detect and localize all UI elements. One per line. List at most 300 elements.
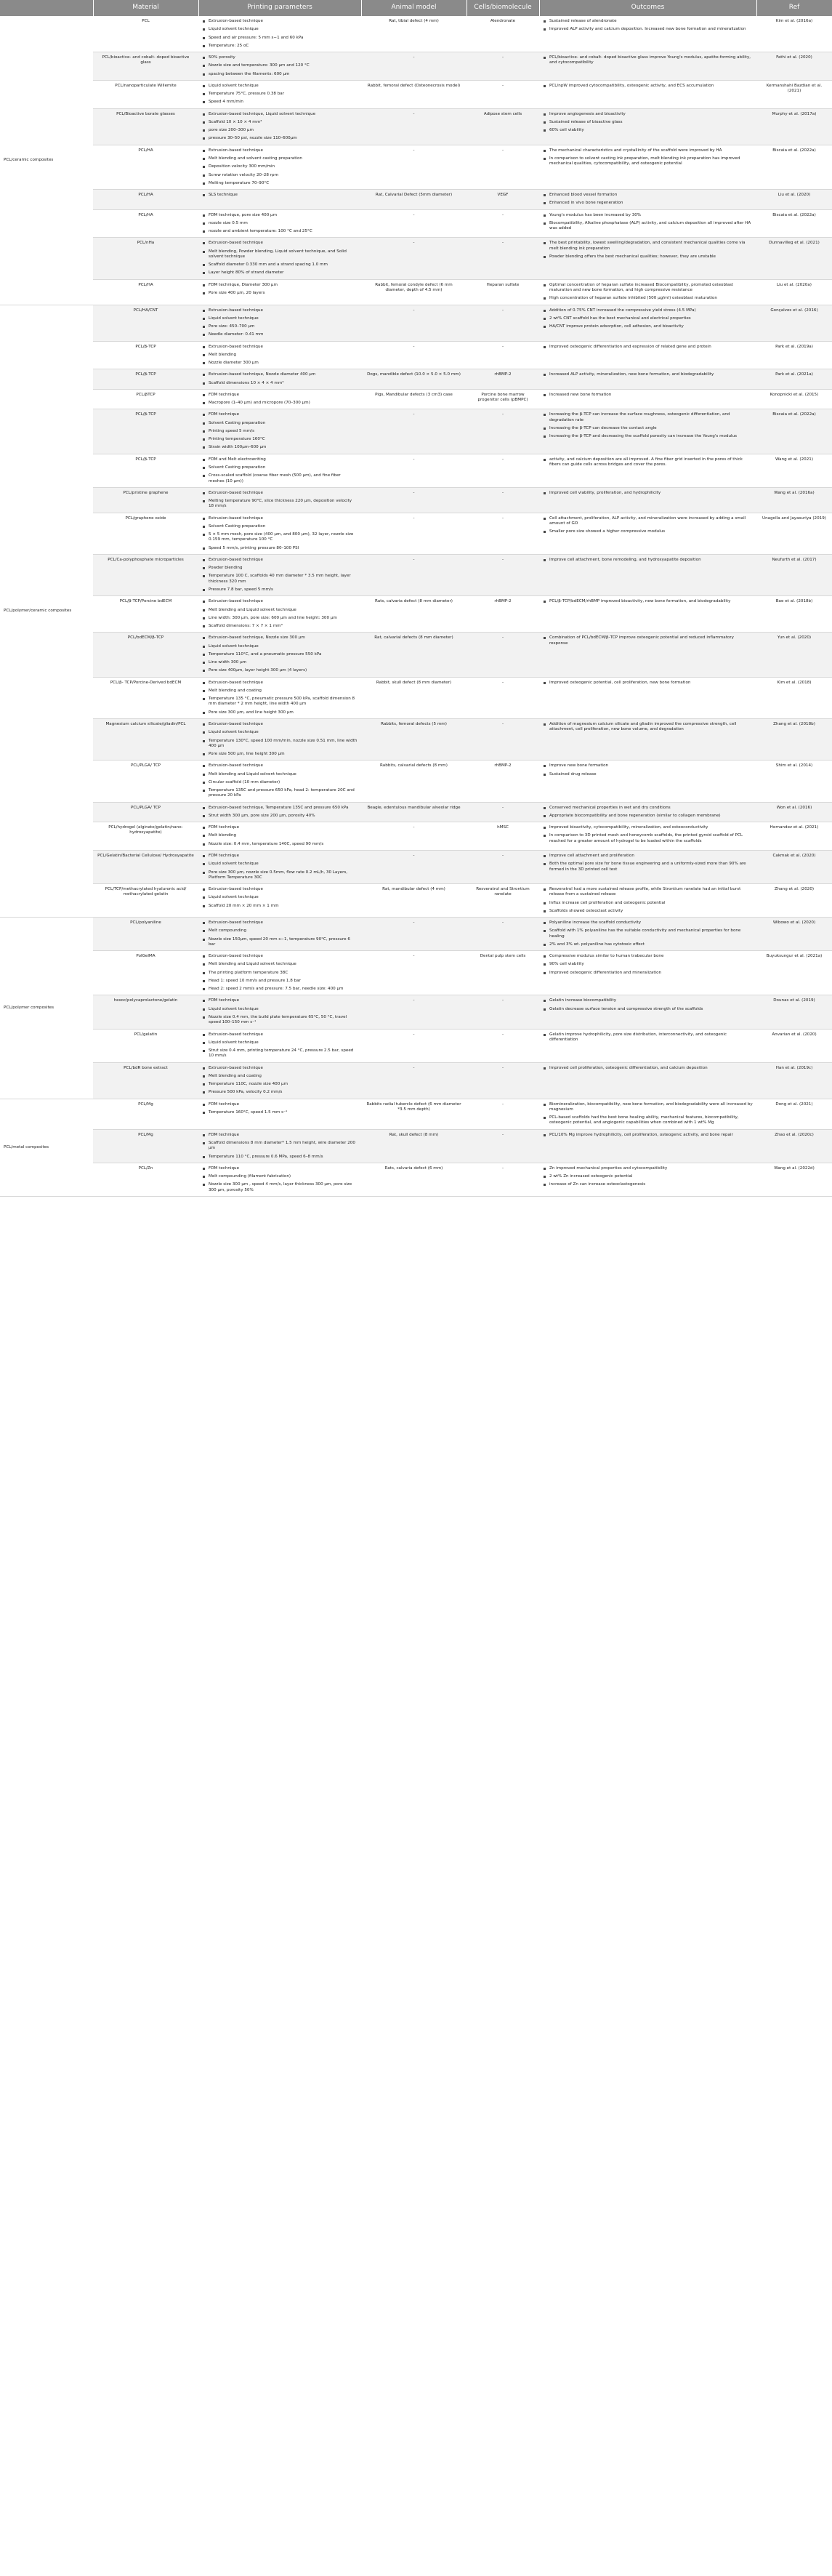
outcome-list (543, 1032, 753, 1043)
parameter-item: Melt blending and coating (202, 1074, 358, 1079)
parameter-item: Nozzle diameter 300 μm (202, 361, 358, 366)
outcomes-cell (539, 454, 756, 487)
reference-cell: Dong et al. (2021) (756, 1099, 832, 1129)
outcomes-cell (539, 633, 756, 677)
parameter-item: Liquid solvent technique (202, 730, 358, 735)
outcome-list (543, 516, 753, 535)
parameter-list (202, 345, 358, 366)
parameter-list (202, 681, 358, 715)
outcome-item: Young's modulus has been increased by 30% (543, 213, 753, 218)
table-row (0, 305, 832, 341)
animal-model-cell: Dogs, mandible defect (10.0 × 5.0 × 5.0 mm) (361, 369, 467, 390)
parameter-item: Melt blending and Liquid solvent technique (202, 608, 358, 613)
material-cell: PCL/β-TCP (93, 409, 198, 454)
parameter-list (202, 854, 358, 880)
outcome-item: Zn improved mechanical properties and cytocompatibility (543, 1166, 753, 1171)
parameter-item: Circular scaffold (10 mm diameter) (202, 780, 358, 785)
table-row (0, 513, 832, 554)
parameter-item: Scaffold dimensions: 7 × 7 × 1 mm³ (202, 624, 358, 629)
table-row (0, 52, 832, 81)
outcome-list (543, 681, 753, 686)
parameter-item: Melt blending and Liquid solvent technique (202, 772, 358, 777)
parameter-item: nozzle and ambient temperature: 100 °C and 25°C (202, 229, 358, 234)
reference-cell: Gonçalves et al. (2016) (756, 305, 832, 341)
animal-model-cell: - (361, 918, 467, 951)
parameter-item: Extrusion-based technique (202, 558, 358, 563)
parameter-item: Scaffold 10 × 10 × 4 mm³ (202, 120, 358, 125)
animal-model-cell: Rat, tibial defect (4 mm) (361, 16, 467, 52)
parameter-list (202, 825, 358, 847)
outcome-list (543, 806, 753, 819)
parameter-list (202, 148, 358, 186)
cells-biomolecule-cell: Dental pulp stem cells (467, 951, 539, 995)
outcomes-cell (539, 80, 756, 108)
material-cell: PCL/HA/CNT (93, 305, 198, 341)
parameter-list (202, 84, 358, 105)
parameter-item: Pore size 400 μm, 20 layers (202, 291, 358, 296)
parameter-item: Nozzle size 150μm, speed 20 mm s−1, temperature 90°C, pressure 6 bar (202, 937, 358, 948)
parameter-item: Melt compounding (202, 928, 358, 934)
outcome-item: Improved cell proliferation, osteogenic differentiation, and calcium deposition (543, 1066, 753, 1071)
printing-parameters-cell (198, 1062, 361, 1099)
reference-cell: Wibowo et al. (2020) (756, 918, 832, 951)
outcome-item: Increasing the β-TCP can increase the surface roughness, osteogenic differentiation, and degradation rate (543, 412, 753, 423)
literature-table (0, 0, 832, 1197)
reference-cell: Buyuksungur et al. (2021a) (756, 951, 832, 995)
parameter-item: Pressure 500 kPa, velocity 0.2 mm/s (202, 1090, 358, 1095)
printing-parameters-cell (198, 305, 361, 341)
outcomes-cell (539, 884, 756, 918)
reference-cell: Anvarian et al. (2020) (756, 1029, 832, 1062)
parameter-item: Temperature 130°C, speed 100 mm/min, nozzle size 0.51 mm, line width 400 μm (202, 739, 358, 750)
parameter-item: Temperature 110 °C, pressure 0.6 MPa, speed 6–8 mm/s (202, 1155, 358, 1160)
parameter-item: Scaffold dimensions 8 mm diameter* 1.5 mm height, wire diameter 200 μm (202, 1141, 358, 1152)
outcome-item: Cell attachment, proliferation, ALP activity, and mineralization were increased by adding a small amount of GO (543, 516, 753, 527)
table-row (0, 884, 832, 918)
outcomes-cell (539, 409, 756, 454)
animal-model-cell: Rabbits, calvarial defects (8 mm) (361, 761, 467, 802)
outcomes-cell (539, 918, 756, 951)
parameter-item: Melt blending (202, 833, 358, 838)
printing-parameters-cell (198, 80, 361, 108)
parameter-item: Scaffold 20 mm × 20 mm × 1 mm (202, 904, 358, 909)
printing-parameters-cell (198, 822, 361, 851)
parameter-list (202, 516, 358, 551)
parameter-item: Liquid solvent technique (202, 84, 358, 89)
printing-parameters-cell (198, 369, 361, 390)
outcome-item: Sustained release of bioactive glass (543, 120, 753, 125)
table-row (0, 145, 832, 189)
material-cell: PCL (93, 16, 198, 52)
material-cell: PCL/TCP/methacrylated hyaluronic acid/ methacrylated gelatin (93, 884, 198, 918)
table-row (0, 596, 832, 633)
parameter-item: Extrusion-based technique (202, 1032, 358, 1038)
parameter-list (202, 213, 358, 235)
parameter-list (202, 491, 358, 510)
material-cell: PCL/Bioactive borate glasses (93, 108, 198, 145)
parameter-item: Pore size 300 μm, and line height 300 μm (202, 710, 358, 715)
parameter-item: Extrusion-based technique (202, 491, 358, 496)
material-cell: PCL/HA (93, 279, 198, 305)
parameter-item: FDM technique (202, 998, 358, 1003)
parameter-item: Scaffold diameter 0.330 mm and a strand spacing 1.0 mm (202, 262, 358, 268)
material-cell: hexoc/polycaprolactone/gelatin (93, 995, 198, 1029)
outcomes-cell (539, 596, 756, 633)
material-cell: PCL/Ca-polyphosphate microparticles (93, 554, 198, 595)
parameter-item: Liquid solvent technique (202, 316, 358, 321)
outcome-item: Improve cell attachment, bone remodeling, and hydroxyapatite deposition (543, 558, 753, 563)
printing-parameters-cell (198, 279, 361, 305)
printing-parameters-cell (198, 145, 361, 189)
outcome-list (543, 308, 753, 330)
table-row (0, 951, 832, 995)
parameter-item: Extrusion-based technique (202, 19, 358, 24)
outcome-item: Optimal concentration of heparan sulfate increased Biocompatibility, promoted osteoblast maturation and new bone formation, and high compressive resistance (543, 283, 753, 294)
parameter-item: Extrusion-based technique (202, 599, 358, 604)
outcome-item: HA/CNT improve protein adsorption, cell adhesion, and bioactivity (543, 324, 753, 329)
outcome-item: Scaffolds showed osteoclast activity (543, 909, 753, 914)
parameter-item: Pressure 7.8 bar, speed 5 mm/s (202, 587, 358, 593)
outcome-item: Sustained drug release (543, 772, 753, 777)
outcome-list (543, 954, 753, 976)
outcome-item: Sustained release of alendronate (543, 19, 753, 24)
parameter-item: Line width: 300 μm, pore size: 600 μm and line height: 300 μm (202, 616, 358, 621)
header-material: Material (93, 0, 198, 16)
cells-biomolecule-cell: - (467, 1163, 539, 1196)
printing-parameters-cell (198, 918, 361, 951)
reference-cell: Zhang et al. (2020) (756, 884, 832, 918)
animal-model-cell: - (361, 822, 467, 851)
outcome-list (543, 854, 753, 872)
animal-model-cell: Rat, Calvarial Defect (5mm diameter) (361, 190, 467, 210)
outcomes-cell (539, 389, 756, 409)
outcome-list (543, 84, 753, 89)
cells-biomolecule-cell: - (467, 802, 539, 822)
outcomes-cell (539, 951, 756, 995)
outcome-list (543, 1133, 753, 1138)
parameter-list (202, 283, 358, 297)
parameter-list (202, 1102, 358, 1116)
cells-biomolecule-cell: - (467, 487, 539, 513)
table-row (0, 16, 832, 52)
reference-cell: Unagolla and Jayasuriya (2019) (756, 513, 832, 554)
animal-model-cell: - (361, 1029, 467, 1062)
animal-model-cell: - (361, 209, 467, 238)
parameter-item: FDM technique (202, 825, 358, 830)
printing-parameters-cell (198, 238, 361, 279)
reference-cell: Wang et al. (2021) (756, 454, 832, 487)
cells-biomolecule-cell: Alendronate (467, 16, 539, 52)
reference-cell: Dunnavilleg et al. (2021) (756, 238, 832, 279)
material-cell: PCL/β- TCP/Porcine-Derived bdECM (93, 677, 198, 718)
parameter-item: FDM technique (202, 1102, 358, 1107)
parameter-item: Deposition velocity 300 mm/min (202, 164, 358, 169)
reference-cell: Park et al. (2021a) (756, 369, 832, 390)
outcome-item: Smaller pore size showed a higher compressive modulus (543, 529, 753, 534)
parameter-item: Extrusion-based technique (202, 887, 358, 892)
parameter-item: Melt blending and coating (202, 689, 358, 694)
outcome-list (543, 558, 753, 563)
reference-cell: Biscaia et al. (2022a) (756, 145, 832, 189)
header-ref: Ref (756, 0, 832, 16)
outcome-item: Scaffold with 1% polyaniline has the suitable conductivity and mechanical properties for bone healing (543, 928, 753, 939)
outcome-item: Combination of PCL/bdECM/β-TCP improve osteogenic potential and reduced inflammatory response (543, 635, 753, 646)
category-cell: PCL/polymer composites (0, 918, 93, 1099)
outcome-list (543, 241, 753, 260)
outcome-item: Resveratrol had a more sustained release profile, while Strontium ranelate had an initial burst release from a sustained release (543, 887, 753, 898)
outcomes-cell (539, 850, 756, 883)
outcome-item: Increased new bone formation (543, 393, 753, 398)
printing-parameters-cell (198, 1163, 361, 1196)
parameter-item: Liquid solvent technique (202, 1007, 358, 1012)
parameter-item: Extrusion-based technique (202, 722, 358, 727)
header-category (0, 0, 93, 16)
outcome-item: Increasing the β-TCP can decrease the contact angle (543, 426, 753, 431)
parameter-item: Head 2: speed 2 mm/s and pressure: 7.5 bar, needle size: 400 μm (202, 987, 358, 992)
parameter-item: Scaffold dimensions 10 × 4 × 4 mm³ (202, 381, 358, 386)
outcome-list (543, 55, 753, 66)
header-outcomes: Outcomes (539, 0, 756, 16)
parameter-item: Liquid solvent technique (202, 862, 358, 867)
parameter-item: Extrusion-based technique (202, 345, 358, 350)
printing-parameters-cell (198, 718, 361, 760)
outcome-item: Appropriate biocompatibility and bone regeneration (similar to collagen membrane) (543, 814, 753, 819)
printing-parameters-cell (198, 487, 361, 513)
table-body (0, 16, 832, 1196)
outcome-item: Improved cell viability, proliferation, and hydrophilicity (543, 491, 753, 496)
table-row (0, 1062, 832, 1099)
parameter-list (202, 457, 358, 484)
outcomes-cell (539, 513, 756, 554)
outcome-item: Biocompatibility, Alkaline phosphatase (ALP) activity, and calcium deposition all improved after HA was added (543, 221, 753, 232)
material-cell: PCL/βTCP (93, 389, 198, 409)
cells-biomolecule-cell: hMSC (467, 822, 539, 851)
printing-parameters-cell (198, 409, 361, 454)
outcomes-cell (539, 341, 756, 369)
outcome-list (543, 599, 753, 604)
outcome-item: Improve new bone formation (543, 763, 753, 769)
material-cell: PCL/β-TCP (93, 341, 198, 369)
outcome-item: Improved ALP activity and calcium deposition. Increased new bone formation and mineralization (543, 27, 753, 32)
table-row (0, 209, 832, 238)
reference-cell: Neufurth et al. (2017) (756, 554, 832, 595)
outcome-item: Gelatin improve hydrophilicity, pore size distribution, interconnectivity, and osteogenic differentiation (543, 1032, 753, 1043)
cells-biomolecule-cell: - (467, 409, 539, 454)
parameter-item: Solvent Casting preparation (202, 465, 358, 470)
table-row (0, 761, 832, 802)
animal-model-cell: Rat, calvarial defects (8 mm diameter) (361, 633, 467, 677)
outcome-item: Enhanced blood vessel formation (543, 193, 753, 198)
printing-parameters-cell (198, 850, 361, 883)
outcomes-cell (539, 487, 756, 513)
material-cell: PCL/gelatin (93, 1029, 198, 1062)
parameter-item: Line width 300 μm (202, 660, 358, 665)
parameter-list (202, 558, 358, 593)
cells-biomolecule-cell: - (467, 513, 539, 554)
outcome-list (543, 920, 753, 947)
reference-cell: Zhao et al. (2020c) (756, 1129, 832, 1163)
parameter-item: Layer height 80% of strand diameter (202, 270, 358, 276)
parameter-item: SLS technique (202, 193, 358, 198)
parameter-item: Temperature 135C and pressure 650 kPa, head 2: temperature 20C and pressure 20 kPa (202, 788, 358, 799)
outcome-list (543, 491, 753, 496)
parameter-item: Temperature 110C, nozzle size 400 μm (202, 1082, 358, 1087)
parameter-item: Solvent Casting preparation (202, 524, 358, 529)
outcome-list (543, 372, 753, 377)
printing-parameters-cell (198, 513, 361, 554)
cells-biomolecule-cell: - (467, 918, 539, 951)
outcome-item: Polyaniline increase the scaffold conductivity (543, 920, 753, 926)
outcome-item: 2% and 3% wt. polyaniline has cytotoxic effect (543, 942, 753, 947)
outcome-item: Addition of magnesium calcium silicate and gliadin improved the compressive strength, cell attachment, cell proliferation, new bone volume, and degradation (543, 722, 753, 733)
material-cell: PCL/nanoparticulate Willemite (93, 80, 198, 108)
header-animal-model: Animal model (361, 0, 467, 16)
material-cell: PCL/Gelatin/Bacterial Cellulose/ Hydroxyapatite (93, 850, 198, 883)
outcome-item: Gelatin increase biocompatibility (543, 998, 753, 1003)
animal-model-cell: Beagle, edentulous mandibular alveolar ridge (361, 802, 467, 822)
outcome-item: Improved osteogenic differentiation and expression of related gene and protein (543, 345, 753, 350)
parameter-list (202, 112, 358, 142)
reference-cell: Kermanshahi Bazdian et al. (2021) (756, 80, 832, 108)
outcome-list (543, 1102, 753, 1126)
parameter-item: Pore size: 450–700 μm (202, 324, 358, 329)
outcomes-cell (539, 822, 756, 851)
parameter-list (202, 1066, 358, 1096)
outcome-list (543, 763, 753, 777)
outcome-item: Gelatin decrease surface tension and compressive strength of the scaffolds (543, 1007, 753, 1012)
reference-cell: Wang et al. (2022d) (756, 1163, 832, 1196)
reference-cell: Wang et al. (2016a) (756, 487, 832, 513)
outcomes-cell (539, 761, 756, 802)
animal-model-cell: Rats, calvaria defect (6 mm) (361, 1163, 467, 1196)
outcome-item: In comparison to solvent casting ink preparation, melt blending ink preparation has improved mechanical qualities, cytocompatibility, and osteogenic potential (543, 156, 753, 167)
outcome-item: PCL/β-TCP/bdECM/rhBMP improved bioactivity, new bone formation, and biodegradability (543, 599, 753, 604)
outcome-item: Conserved mechanical properties in wet and dry conditions (543, 806, 753, 811)
parameter-item: Strut width 300 μm, pore size 200 μm, porosity 40% (202, 814, 358, 819)
outcome-list (543, 393, 753, 398)
outcome-item: Improve angiogenesis and bioactivity (543, 112, 753, 117)
printing-parameters-cell (198, 554, 361, 595)
cells-biomolecule-cell: - (467, 1029, 539, 1062)
parameter-item: Liquid solvent technique (202, 895, 358, 900)
parameter-item: Extrusion-based technique, Liquid solvent technique (202, 112, 358, 117)
animal-model-cell: - (361, 52, 467, 81)
parameter-list (202, 241, 358, 276)
printing-parameters-cell (198, 633, 361, 677)
animal-model-cell: Rabbit, femoral condyle defect (6 mm diameter, depth of 4.5 mm) (361, 279, 467, 305)
reference-cell: Shim et al. (2014) (756, 761, 832, 802)
printing-parameters-cell (198, 108, 361, 145)
reference-cell: Liu et al. (2020) (756, 190, 832, 210)
material-cell: PCL/bdR bone extract (93, 1062, 198, 1099)
outcome-item: Influx increase cell proliferation and osteogenic potential (543, 901, 753, 906)
animal-model-cell: - (361, 238, 467, 279)
parameter-item: Speed 4 mm/min (202, 100, 358, 105)
reference-cell: Won et al. (2016) (756, 802, 832, 822)
outcome-list (543, 457, 753, 468)
parameter-item: pore size 200–300 μm (202, 128, 358, 133)
outcome-item: Improved osteogenic potential, cell proliferation, new bone formation (543, 681, 753, 686)
category-cell: PCL/polymer/ceramic composites (0, 305, 93, 918)
printing-parameters-cell (198, 1029, 361, 1062)
animal-model-cell: - (361, 850, 467, 883)
animal-model-cell: - (361, 454, 467, 487)
printing-parameters-cell (198, 884, 361, 918)
material-cell: PCL/β-TCP/Porcine bdECM (93, 596, 198, 633)
table-row (0, 1163, 832, 1196)
table-header-row (0, 0, 832, 16)
outcome-list (543, 825, 753, 844)
cells-biomolecule-cell: Porcine bone marrow progenitor cells (pBMPC) (467, 389, 539, 409)
cells-biomolecule-cell: - (467, 209, 539, 238)
parameter-list (202, 887, 358, 909)
animal-model-cell: Rabbits, femoral defects (5 mm) (361, 718, 467, 760)
outcome-list (543, 722, 753, 733)
parameter-item: Extrusion-based technique (202, 516, 358, 521)
animal-model-cell: Rats, calvaria defect (8 mm diameter) (361, 596, 467, 633)
material-cell: PCL/β-TCP (93, 454, 198, 487)
outcome-item: 60% cell viability (543, 128, 753, 133)
parameter-item: Extrusion-based technique (202, 241, 358, 246)
outcomes-cell (539, 209, 756, 238)
outcome-list (543, 213, 753, 232)
animal-model-cell: - (361, 951, 467, 995)
parameter-item: Nozzle size: 0.4 mm, temperature 140C, speed 90 mm/s (202, 842, 358, 847)
outcome-item: Compressive modulus similar to human trabecular bone (543, 954, 753, 959)
outcome-list (543, 345, 753, 350)
outcome-item: The mechanical characteristics and crystallinity of the scaffold were improved by HA (543, 148, 753, 153)
table-row (0, 1099, 832, 1129)
reference-cell: Zhang et al. (2018b) (756, 718, 832, 760)
material-cell: PCL/nHa (93, 238, 198, 279)
parameter-item: Macropore (1–40 μm) and micropore (70–300 μm) (202, 401, 358, 406)
outcome-item: Improve cell attachment and proliferation (543, 854, 753, 859)
parameter-item: Temperature 75°C, pressure 0.38 bar (202, 92, 358, 97)
cells-biomolecule-cell: - (467, 1129, 539, 1163)
parameter-item: FDM technique (202, 854, 358, 859)
outcomes-cell (539, 279, 756, 305)
cells-biomolecule-cell: - (467, 850, 539, 883)
parameter-item: Temperature 100 C, scaffolds 40 mm diameter * 3.5 mm height, layer thickness 320 mm (202, 574, 358, 585)
parameter-item: Extrusion-based technique (202, 1066, 358, 1071)
reference-cell: Bae et al. (2018b) (756, 596, 832, 633)
parameter-item: Nozzle size and temperature: 300 μm and 120 °C (202, 63, 358, 68)
outcome-item: High concentration of heparan sulfate inhibited (500 μg/ml) osteoblast maturation (543, 296, 753, 301)
material-cell: PCL/hydrogel (alginate/gelatin/nano-hydroxyapatite) (93, 822, 198, 851)
printing-parameters-cell (198, 341, 361, 369)
reference-cell: Cakmak et al. (2020) (756, 850, 832, 883)
outcome-list (543, 19, 753, 33)
animal-model-cell: - (361, 513, 467, 554)
table-row (0, 677, 832, 718)
parameter-item: Liquid solvent technique (202, 644, 358, 649)
material-cell: PCL/bdECM/β-TCP (93, 633, 198, 677)
table-row (0, 190, 832, 210)
outcomes-cell (539, 718, 756, 760)
table-row (0, 279, 832, 305)
parameter-item: Nozzle size 300 μm , speed 4 mm/s, layer thickness 300 μm, pore size 300 μm, porosity 50% (202, 1182, 358, 1193)
printing-parameters-cell (198, 995, 361, 1029)
table-row (0, 802, 832, 822)
outcome-item: 2 wt% Zn increased osteogenic potential (543, 1174, 753, 1179)
outcome-item: activity, and calcium deposition are all improved. A fine fiber grid inserted in the pores of thick fibers can guide cells across bridges and cover the pores. (543, 457, 753, 468)
parameter-item: Melt blending, Powder blending, Liquid solvent technique, and Solid solvent technique (202, 249, 358, 260)
outcome-item: PCL-based scaffolds had the best bone healing ability, mechanical features, biocompatibility, osteogenic potential, and angiogenic capabilities when combined with 1 wt% Mg (543, 1115, 753, 1126)
material-cell: PCL/polyaniline (93, 918, 198, 951)
outcomes-cell (539, 1099, 756, 1129)
parameter-item: Temperature 110°C, and a pneumatic pressure 550 kPa (202, 652, 358, 657)
parameter-item: Extrusion-based technique (202, 148, 358, 153)
